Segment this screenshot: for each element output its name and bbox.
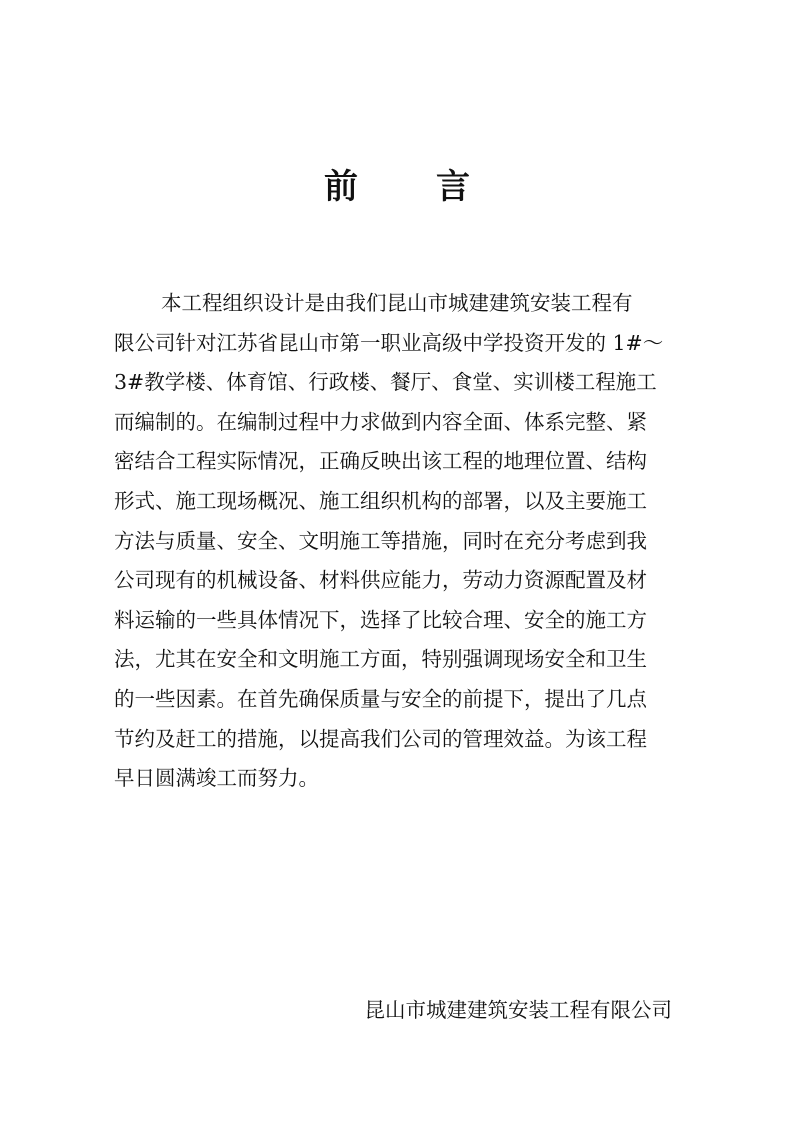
paragraph-line: 而编制的。在编制过程中力求做到内容全面、体系完整、紧	[114, 409, 647, 434]
paragraph-line: 限公司针对江苏省昆山市第一职业高级中学投资开发的 1#～	[114, 330, 664, 355]
company-signature: 昆山市城建建筑安装工程有限公司	[364, 998, 672, 1022]
paragraph-line: 法，尤其在安全和文明施工方面，特别强调现场安全和卫生	[114, 647, 647, 672]
title-char-1: 前	[324, 167, 358, 207]
paragraph-line: 本工程组织设计是由我们昆山市城建建筑安装工程有	[161, 291, 633, 315]
paragraph-line: 节约及赶工的措施，以提高我们公司的管理效益。为该工程	[114, 726, 647, 751]
paragraph-line: 早日圆满竣工而努力。	[114, 766, 319, 791]
page-title	[0, 165, 794, 209]
paragraph-line: 形式、施工现场概况、施工组织机构的部署，以及主要施工	[114, 488, 647, 513]
paragraph-line: 的一些因素。在首先确保质量与安全的前提下，提出了几点	[114, 686, 647, 711]
paragraph-line: 3#教学楼、体育馆、行政楼、餐厅、食堂、实训楼工程施工	[114, 370, 657, 395]
preface-paragraph	[114, 284, 684, 799]
paragraph-line: 公司现有的机械设备、材料供应能力，劳动力资源配置及材	[114, 568, 647, 593]
paragraph-line: 密结合工程实际情况，正确反映出该工程的地理位置、结构	[114, 449, 647, 474]
title-char-2: 言	[436, 167, 470, 207]
paragraph-line: 料运输的一些具体情况下，选择了比较合理、安全的施工方	[114, 607, 647, 632]
paragraph-line: 方法与质量、安全、文明施工等措施，同时在充分考虑到我	[114, 528, 647, 553]
